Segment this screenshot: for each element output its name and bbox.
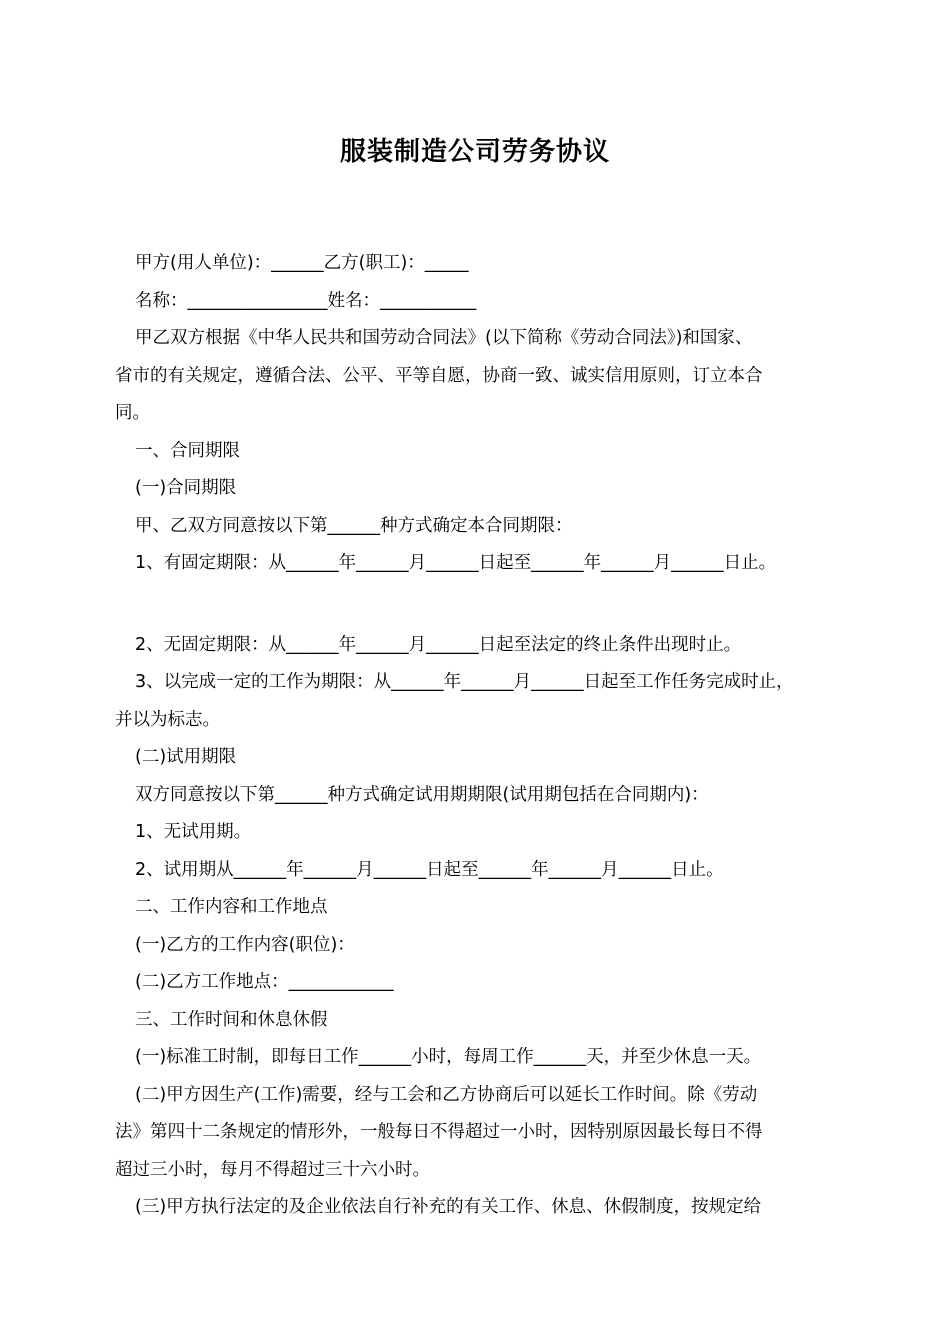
subsection-heading: (一)合同期限 (135, 478, 237, 498)
paragraph-line: (二)甲方因生产(工作)需要，经与工会和乙方协商后可以延长工作时间。除《劳动 (135, 1084, 758, 1105)
paragraph-line: 甲乙双方根据《中华人民共和国劳动合同法》(以下简称《劳动合同法》)和国家、 (135, 328, 753, 348)
paragraph-line: (三)甲方执行法定的及企业依法自行补充的有关工作、休息、休假制度，按规定给 (135, 1197, 762, 1217)
paragraph-line: 并以为标志。 (115, 709, 220, 730)
paragraph-line: (一)标准工时制，即每日工作______小时，每周工作______天，并至少休息一天。 (135, 1047, 762, 1067)
document-body (115, 245, 845, 1227)
section-heading: 三、工作时间和休息休假 (135, 1009, 328, 1030)
name-line: 名称：________________姓名：___________ (135, 290, 477, 311)
paragraph-line: 双方同意按以下第______种方式确定试用期期限(试用期包括在合同期内)： (135, 784, 709, 805)
blank-gap (115, 583, 845, 627)
party-line: 甲方(用人单位)：______乙方(职工)：_____ (135, 253, 469, 273)
subsection-heading: (二)乙方工作地点：____________ (135, 972, 394, 992)
paragraph-line: 法》第四十二条规定的情形外，一般每日不得超过一小时，因特别原因最长每日不得 (115, 1122, 763, 1142)
paragraph-line: 甲、乙双方同意按以下第______种方式确定本合同期限： (135, 515, 573, 536)
paragraph-line: 省市的有关规定，遵循合法、公平、平等自愿，协商一致、诚实信用原则，订立本合 (115, 365, 763, 386)
list-item: 1、无试用期。 (135, 822, 252, 842)
subsection-heading: (二)试用期限 (135, 747, 237, 767)
paragraph-line: 同。 (115, 403, 150, 423)
list-item: 2、试用期从______年______月______日起至______年______月______日止。 (135, 859, 724, 880)
list-item: 3、以完成一定的工作为期限：从______年______月______日起至工作任务完成时止， (135, 672, 794, 692)
subsection-heading: (一)乙方的工作内容(职位)： (135, 934, 355, 955)
list-item: 2、无固定期限：从______年______月______日起至法定的终止条件出现时止。 (135, 634, 742, 655)
document-title: 服装制造公司劳务协议 (339, 137, 610, 167)
section-heading: 一、合同期限 (135, 440, 240, 461)
list-item: 1、有固定期限：从______年______月______日起至______年______月______日止。 (135, 553, 777, 573)
section-heading: 二、工作内容和工作地点 (135, 897, 328, 917)
paragraph-line: 超过三小时，每月不得超过三十六小时。 (115, 1159, 430, 1180)
